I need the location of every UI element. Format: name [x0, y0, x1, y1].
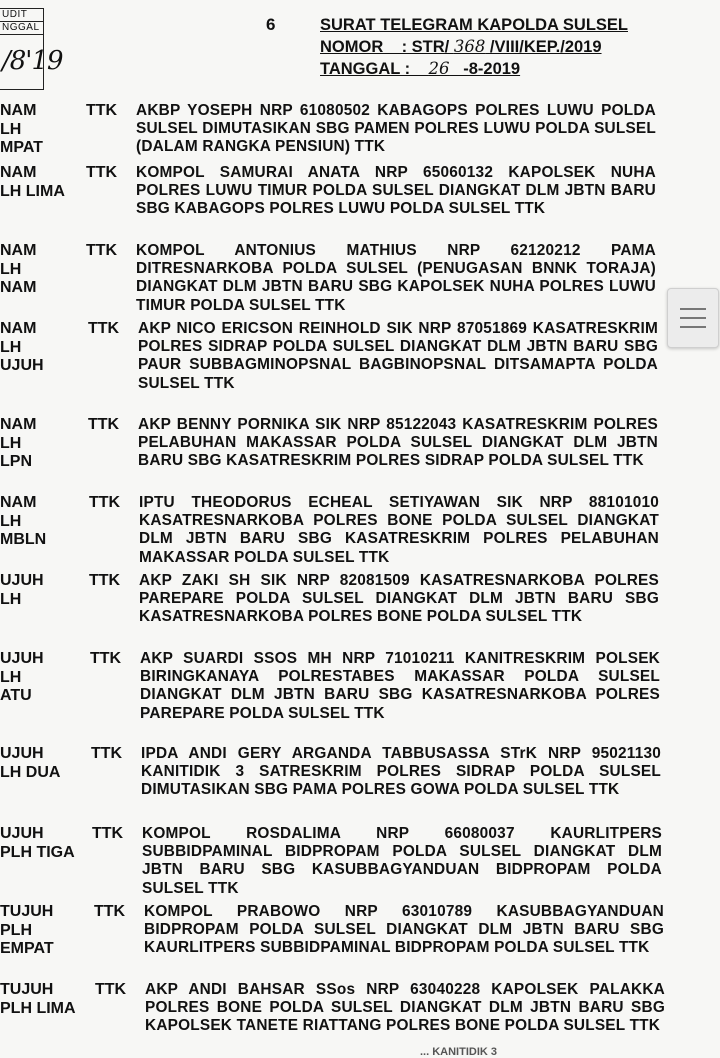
entry-number: UJUH LH ATU: [0, 650, 44, 704]
ttk-label: TTK: [91, 745, 123, 762]
entry-number: NAM LH UJUH: [0, 320, 44, 374]
entry-text: KOMPOL PRABOWO NRP 63010789 KASUBBAGYANDUAN BIDPROPAM POLDA SULSEL DIANGKAT DLM JBTN BARU SBG KAURLITPERS SUBBIDPAMINAL BIDPROPAM POLDA SULSEL TTK: [144, 903, 664, 957]
entry-text: AKP BENNY PORNIKA SIK NRP 85122043 KASATRESKRIM POLRES PELABUHAN MAKASSAR POLDA SULSEL DIANGKAT DLM JBTN BARU SBG KASATRESKRIM POLRES SIDRAP POLDA SULSEL TTK: [138, 416, 658, 470]
ttk-label: TTK: [88, 416, 120, 433]
entry-text: AKP ANDI BAHSAR SSos NRP 63040228 KAPOLSEK PALAKKA POLRES BONE POLDA SULSEL DIANGKAT DLM JBTN BARU SBG KAPOLSEK TANETE RIATTANG POLRES BONE POLDA SULSEL TTK: [145, 981, 665, 1035]
entry-text: AKP ZAKI SH SIK NRP 82081509 KASATRESNARKOBA POLRES PAREPARE POLDA SULSEL DIANGKAT DLM JBTN BARU SBG KASATRESNARKOBA POLRES BONE POLDA SULSEL TTK: [139, 572, 659, 626]
ttk-label: TTK: [89, 572, 121, 589]
entry-text: KOMPOL SAMURAI ANATA NRP 65060132 KAPOLSEK NUHA POLRES LUWU TIMUR POLDA SULSEL DIANGKAT DLM JBTN BARU SBG KABAGOPS POLRES LUWU POLDA SULSEL TTK: [136, 164, 656, 218]
document-date: TANGGAL : 26 -8-2019: [320, 59, 521, 78]
entry-text: AKBP YOSEPH NRP 61080502 KABAGOPS POLRES LUWU POLDA SULSEL DIMUTASIKAN SBG PAMEN POLRES LUWU POLDA SULSEL (DALAM RANGKA PENSIUN) TTK: [136, 102, 656, 156]
ttk-label: TTK: [95, 981, 127, 998]
handwritten-number: 368: [453, 37, 486, 56]
ttk-label: TTK: [86, 164, 118, 181]
document-header: [320, 15, 628, 80]
document-number: NOMOR : STR/ 368 /VIII/KEP./2019: [320, 37, 602, 56]
entry-number: NAM LH MBLN: [0, 494, 47, 548]
page-number: 6: [266, 15, 276, 34]
entry-text: KOMPOL ANTONIUS MATHIUS NRP 62120212 PAMA DITRESNARKOBA POLDA SULSEL (PENUGASAN BNNK TORAJA) DIANGKAT DLM JBTN BARU SBG KAPOLSEK NUHA POLRES LUWU TIMUR POLDA SULSEL TTK: [136, 242, 656, 314]
entry-number: NAM LH LPN: [0, 416, 37, 470]
entry-number: NAM LH MPAT: [0, 102, 43, 156]
entry-number: NAM LH LIMA: [0, 164, 65, 200]
stamp-label: UDIT: [0, 9, 43, 22]
entry-text: AKP SUARDI SSOS MH NRP 71010211 KANITRESKRIM POLSEK BIRINGKANAYA POLRESTABES MAKASSAR POLDA SULSEL DIANGKAT DLM JBTN BARU SBG KASATRESNARKOBA POLRES PAREPARE POLDA SULSEL TTK: [140, 650, 660, 722]
ttk-label: TTK: [89, 494, 121, 511]
audit-stamp: [0, 8, 63, 90]
entry-text: KOMPOL ROSDALIMA NRP 66080037 KAURLITPERS SUBBIDPAMINAL BIDPROPAM POLDA SULSEL DIANGKAT DLM JBTN BARU SBG KASUBBAGYANDUAN BIDPROPAM POLDA SULSEL TTK: [142, 825, 662, 897]
ttk-label: TTK: [90, 650, 122, 667]
ttk-label: TTK: [94, 903, 126, 920]
entry-text: IPTU THEODORUS ECHEAL SETIYAWAN SIK NRP 88101010 KASATRESNARKOBA POLRES BONE POLDA SULSEL DIANGKAT DLM JBTN BARU SBG KASATRESKRIM POLRES PELABUHAN MAKASSAR POLDA SULSEL TTK: [139, 494, 659, 566]
document-title: SURAT TELEGRAM KAPOLDA SULSEL: [320, 16, 628, 34]
ttk-label: TTK: [88, 320, 120, 337]
entry-text: IPDA ANDI GERY ARGANDA TABBUSASSA STrK NRP 95021130 KANITIDIK 3 SATRESKRIM POLRES SIDRAP POLDA SULSEL DIMUTASIKAN SBG PAMA POLRES GOWA POLDA SULSEL TTK: [141, 745, 661, 799]
entry-number: TUJUH PLH EMPAT: [0, 903, 54, 957]
menu-icon[interactable]: [667, 288, 719, 348]
ttk-label: TTK: [86, 242, 118, 259]
stamp-handwritten-date: /8'19: [2, 46, 63, 76]
entry-number: NAM LH NAM: [0, 242, 37, 296]
entry-text: AKP NICO ERICSON REINHOLD SIK NRP 87051869 KASATRESKRIM POLRES SIDRAP POLDA SULSEL DIANGKAT DLM JBTN BARU SBG PAUR SUBBAGMINOPSNAL BAGBINOPSNAL DITSAMAPTA POLDA SULSEL TTK: [138, 320, 658, 392]
ttk-label: TTK: [92, 825, 124, 842]
handwritten-day: 26: [428, 59, 450, 78]
ttk-label: TTK: [86, 102, 118, 119]
entry-number: UJUH PLH TIGA: [0, 825, 75, 861]
footer-partial-text: ... KANITIDIK 3: [420, 1046, 498, 1058]
entry-number: UJUH LH: [0, 572, 44, 608]
entry-number: TUJUH PLH LIMA: [0, 981, 76, 1017]
entry-number: UJUH LH DUA: [0, 745, 61, 781]
stamp-label: NGGAL: [0, 22, 43, 35]
